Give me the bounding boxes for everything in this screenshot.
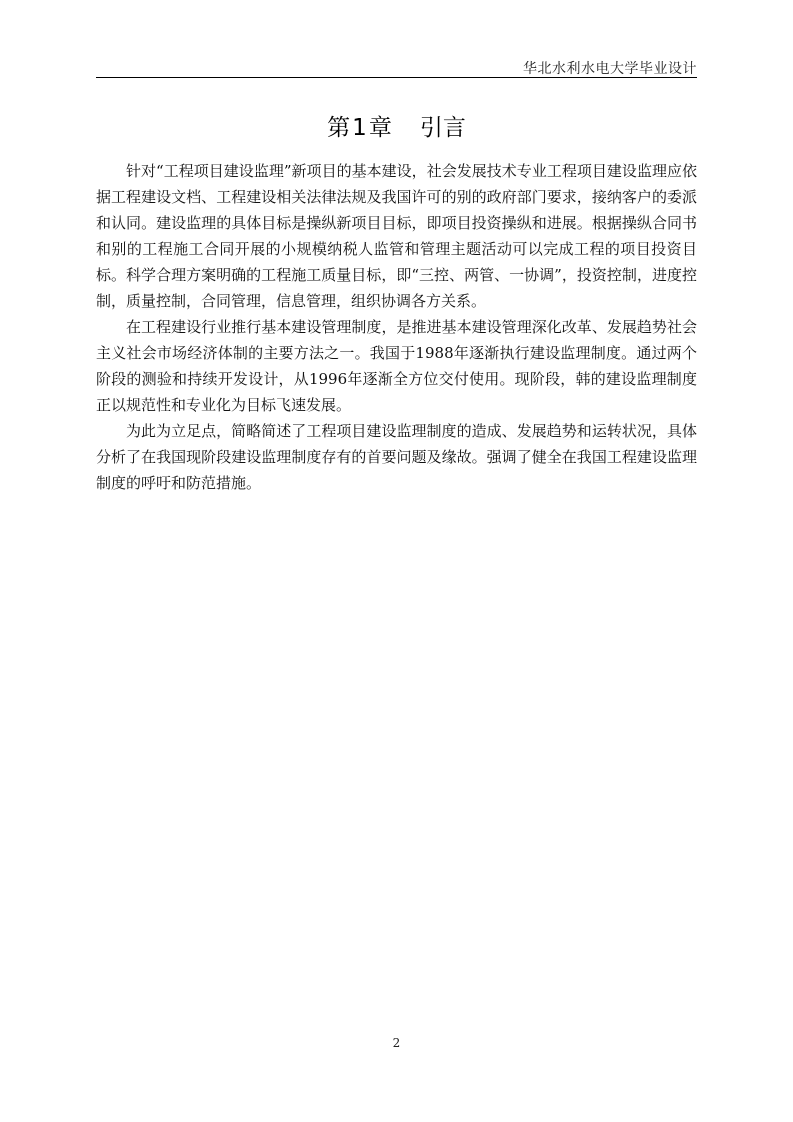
chapter-title-text: 引言 (419, 115, 466, 141)
body-text (96, 158, 697, 496)
chapter-number: 1 (352, 115, 367, 141)
chapter-heading (0, 109, 793, 142)
chapter-suffix: 章 (368, 115, 392, 141)
paragraph-2: 在工程建设行业推行基本建设管理制度，是推进基本建设管理深化改革、发展趋势社会主义社会市场经济体制的主要方法之一。我国于1988年逐渐执行建设监理制度。通过两个阶段的测验和持续开发设计，从1996年逐渐全方位交付使用。现阶段，韩的建设监理制度正以规范性和专业化为目标飞速发展。 (96, 318, 697, 414)
header-rule (96, 77, 697, 78)
paragraph-1: 针对“工程项目建设监理”新项目的基本建设，社会发展技术专业工程项目建设监理应依据工程建设文档、工程建设相关法律法规及我国许可的别的政府部门要求，接纳客户的委派和认同。建设监理的具体目标是操纵新项目目标，即项目投资操纵和进展。根据操纵合同书和别的工程施工合同开展的小规模纳税人监管和管理主题活动可以完成工程的项目投资目标。科学合理方案明确的工程施工质量目标，即“三控、两管、一协调”，投资控制，进度控制，质量控制，合同管理，信息管理，组织协调各方关系。 (96, 162, 697, 310)
running-header: 华北水利水电大学毕业设计 (523, 61, 697, 77)
page-number: 2 (392, 1036, 401, 1050)
chapter-prefix: 第 (327, 115, 351, 141)
paragraph-3: 为此为立足点，简略简述了工程项目建设监理制度的造成、发展趋势和运转状况，具体分析了在我国现阶段建设监理制度存有的首要问题及缘故。强调了健全在我国工程建设监理制度的呼吁和防范措施。 (96, 422, 697, 492)
